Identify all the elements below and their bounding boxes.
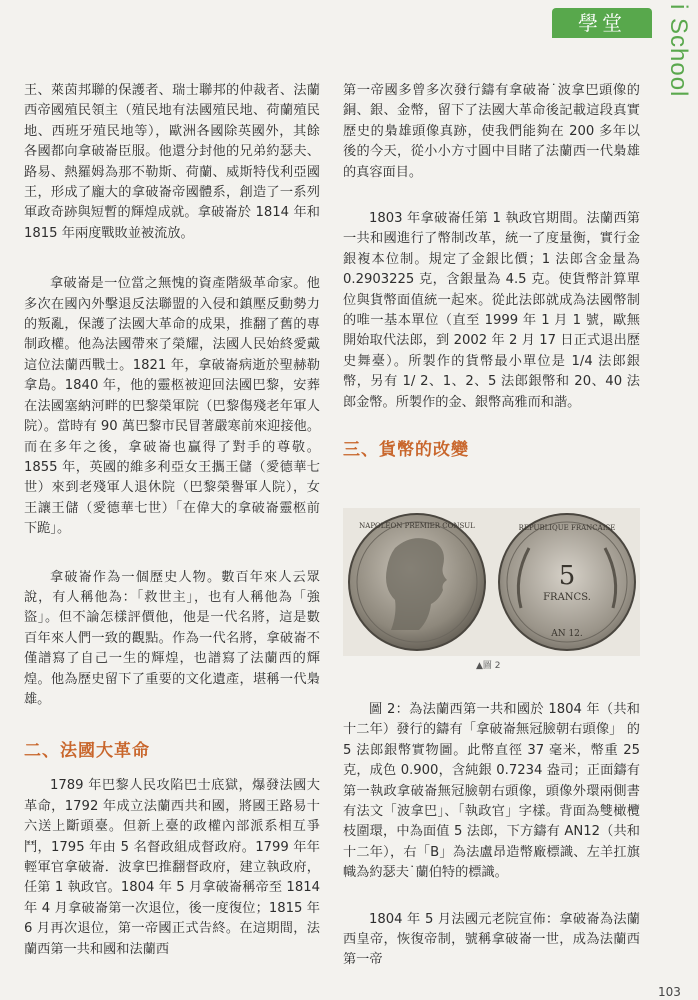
section-heading-french-revolution: 二、法國大革命	[24, 741, 150, 762]
vertical-section-title: i School	[665, 4, 692, 98]
page-number: 103	[658, 985, 681, 999]
figure-caption: ▲圖 2	[476, 661, 501, 671]
left-paragraph-3: 拿破崙作為一個歷史人物。數百年來人云眾說，有人稱他為：「救世主」，也有人稱他為「強盜」。但不論怎樣評價他，他是一代名將，這是數百年來人們一致的觀點。作為一代名將，拿破崙不僅譜寫了自己一生的輝煌，也譜寫了法蘭西的輝煌。他為歷史留下了重要的文化遺產，堪稱一代梟雄。	[24, 569, 320, 707]
right-paragraph-1: 第一帝國多曾多次發行鑄有拿破崙˙波拿巴頭像的銅、銀、金幣，留下了法國大革命後記載這段真實歷史的梟雄頭像真跡，使我們能夠在 200 多年以後的今天，從小小方寸圓中目睹了法蘭西一代梟雄的真容面目。	[343, 83, 640, 180]
coin-figure	[343, 508, 640, 656]
reverse-value: 5	[558, 561, 576, 591]
reverse-legend: REPUBLIQUE FRANCAISE	[518, 524, 616, 532]
section-heading-currency-change: 三、貨幣的改變	[343, 440, 469, 461]
right-paragraph-3: 圖 2：為法蘭西第一共和國於 1804 年（共和十二年）發行的鑄有「拿破崙無冠臉朝右頭像」 的 5 法郎銀幣實物圖。此幣直徑 37 毫米，幣重 25 克，成色 0.900，含純銀 0.7234 盎司；正面鑄有第一執政拿破崙無冠臉朝右頭像，頭像外環兩側書有法文「波拿巴」、「執政官」字樣。背面為雙橄欖枝圍環，中為面值 5 法郎，下方鑄有 AN12（共和十二年），右「B」為法盧昂造幣廠標識、左羊扛旗幟為約瑟夫˙蘭伯特的標識。	[343, 702, 640, 881]
left-column	[24, 81, 320, 960]
section-tab: 學堂	[552, 8, 652, 38]
right-paragraph-2: 1803 年拿破崙任第 1 執政官期間。法蘭西第一共和國進行了幣制改革，統一了度量衡，實行金銀複本位制。規定了金銀比價；1 法郎含金量為 0.2903225 克，含銀量為 4.5 克。使貨幣計算單位與貨幣面值統一起來。從此法郎就成為法國幣制的唯一基本單位（直至 1999 年 1 月 1 號，歐無開始取代法郎，到 2002 年 2 月 17 日正式退出歷史舞臺）。所製作的貨幣最小單位是 1/4 法郎銀幣，另有 1/ 2、1、2、5 法郎銀幣和 20、40 法郎金幣。所製作的金、銀幣高雅而和諧。	[343, 211, 640, 410]
reverse-year: AN 12.	[551, 629, 583, 639]
left-paragraph-4: 1789 年巴黎人民攻陷巴士底獄，爆發法國大革命，1792 年成立法蘭西共和國，將國王路易十六送上斷頭臺。但新上臺的政權內部派系相互爭鬥，1795 年由 5 名督政組成督政府。1799 年年輕軍官拿破崙．波拿巴推翻督政府，建立執政府，任第 1 執政官。1804 年 5 月拿破崙稱帝至 1814 年 4 月拿破崙第一次退位，後一度復位；1815 年 6 月再次退位，第一帝國正式告終。在這期間，法蘭西第一共和國和法蘭西	[24, 778, 320, 957]
left-paragraph-1: 王、萊茵邦聯的保護者、瑞士聯邦的仲裁者、法蘭西帝國殖民領主（殖民地有法國殖民地、荷蘭殖民地、西班牙殖民地等），歐洲各國除英國外，其餘各國都向拿破崙臣服。他還分封他的兄弟約瑟夫、路易、熱羅姆為那不勒斯、荷蘭、威斯特伐利亞國王，形成了龐大的拿破崙帝國體系，創造了一系列軍政奇跡與短暫的輝煌成就。拿破崙於 1814 年和 1815 年兩度戰敗並被流放。	[24, 83, 320, 241]
right-paragraph-4: 1804 年 5 月法國元老院宣佈：拿破崙為法蘭西皇帝，恢復帝制，號稱拿破崙一世，成為法蘭西第一帝	[343, 911, 640, 968]
left-paragraph-2: 拿破崙是一位當之無愧的資產階級革命家。他多次在國內外擊退反法聯盟的入侵和鎮壓反動勢力的叛亂，保護了法國大革命的成果，推翻了舊的專制政權。他為法國帶來了榮耀，法國人民始終愛戴這位法蘭西戰士。1821 年，拿破崙病逝於聖赫勒拿島。1840 年，他的靈柩被迎回法國巴黎，安葬在法國塞納河畔的巴黎榮軍院（巴黎傷殘老年軍人院）。當時有 90 萬巴黎市民冒著嚴寒前來迎接他。而在多年之後，拿破崙也贏得了對手的尊敬。1855 年，英國的維多利亞女王攜王儲（愛德華七世）來到老殘軍人退休院（巴黎榮譽軍人院），女王讓王儲（愛德華七世）「在偉大的拿破崙靈柩前下跪」。	[24, 276, 320, 537]
right-column	[343, 81, 640, 461]
coin-illustration	[343, 508, 640, 656]
coin-reverse	[499, 514, 635, 650]
obverse-legend: NAPOLEON PREMIER CONSUL	[359, 522, 475, 530]
right-column-lower	[343, 700, 640, 971]
reverse-unit: FRANCS.	[543, 592, 591, 603]
coin-obverse	[349, 514, 485, 650]
